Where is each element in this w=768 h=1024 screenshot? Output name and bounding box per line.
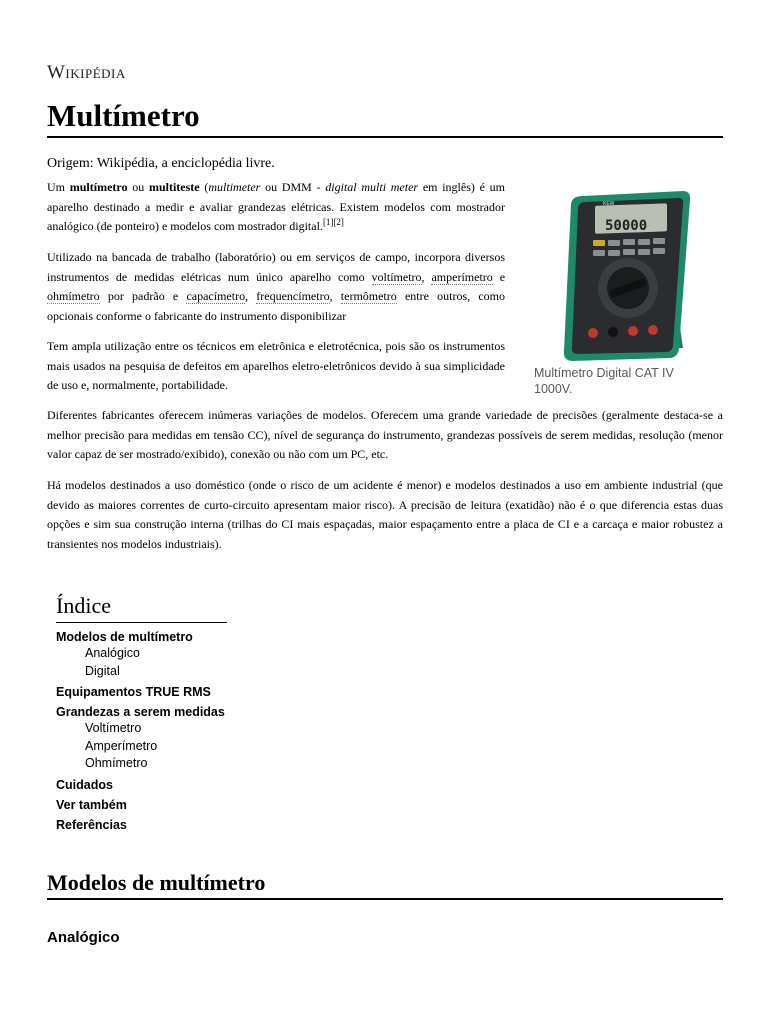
- reference-link-1[interactable]: [1]: [322, 217, 334, 227]
- toc-item[interactable]: Modelos de multímetro: [56, 630, 193, 644]
- wikipedia-wordmark[interactable]: Wikipédia: [47, 62, 126, 83]
- link-ohmimetro[interactable]: ohmímetro: [47, 289, 100, 303]
- text-run: ou: [127, 180, 149, 194]
- toc-subitem[interactable]: Amperímetro: [85, 738, 158, 753]
- toc-item[interactable]: Equipamentos TRUE RMS: [56, 685, 211, 699]
- intro-paragraph-3: Tem ampla utilização entre os técnicos em eletrônica e eletrotécnica, pois são os instrumentos mais usados na pesquisa de defeitos em aparelhos eletro-eletrônicos devido à sua simplicidade de uso e, normalmente, portabilidade.: [47, 339, 505, 392]
- link-frequencimetro[interactable]: frequencímetro: [256, 289, 330, 303]
- text-run: Um: [47, 180, 70, 194]
- text-run: (: [199, 180, 209, 194]
- brand-label: KEW: [603, 201, 615, 207]
- toc-subitem[interactable]: Ohmímetro: [85, 756, 148, 770]
- italic-term: digital multi meter: [325, 180, 419, 194]
- link-capacimetro[interactable]: capacímetro: [186, 289, 246, 303]
- toc-subitem[interactable]: Analógico: [85, 646, 140, 660]
- page-title: Multímetro: [47, 98, 200, 133]
- lcd-reading: 50000: [605, 218, 648, 234]
- text-run: ou DMM -: [260, 180, 326, 194]
- intro-paragraph-2: [47, 248, 505, 326]
- toc-sublist: [56, 720, 296, 773]
- link-termometro[interactable]: termômetro: [340, 289, 397, 303]
- link-voltimetro[interactable]: voltímetro: [371, 269, 422, 284]
- intro-paragraph-1: [47, 178, 505, 237]
- figure-caption: Multímetro Digital CAT IV 1000V.: [534, 366, 674, 396]
- link-amperimetro[interactable]: amperímetro: [431, 269, 493, 284]
- toc-item[interactable]: Cuidados: [56, 777, 113, 792]
- section-heading: Modelos de multímetro: [47, 870, 266, 895]
- toc-item[interactable]: Referências: [56, 817, 127, 832]
- toc-sublist: [56, 645, 296, 680]
- italic-term: multimeter: [208, 180, 261, 194]
- toc-item[interactable]: Ver também: [56, 797, 127, 812]
- text-run: Utilizado na bancada de trabalho (laboratório) ou em serviços de campo, incorpora diversos instrumentos de medidas elétricas num único aparelho como: [47, 250, 505, 284]
- subsection-heading: Analógico: [47, 929, 120, 946]
- origin-line: Origem: Wikipédia, a enciclopédia livre.: [47, 156, 275, 171]
- text-run: e: [492, 269, 506, 284]
- section-divider: [47, 898, 723, 900]
- table-of-contents: [56, 592, 296, 833]
- text-run: ,: [245, 289, 257, 303]
- toc-divider: [56, 622, 227, 623]
- toc-subitem[interactable]: Voltímetro: [85, 721, 142, 735]
- text-run: em inglês) é um aparelho destinado a medir e avaliar grandezas elétricas. Existem modelos com mostrador analógico (de ponteiro) e modelos com mostrador digital.: [47, 180, 506, 233]
- text-run: ,: [329, 289, 341, 303]
- bold-term: multiteste: [148, 180, 200, 194]
- toc-subitem[interactable]: Digital: [85, 663, 120, 678]
- multimeter-illustration: [533, 188, 713, 364]
- title-divider: [47, 136, 723, 138]
- text-run: ,: [421, 269, 432, 284]
- reference-link-2[interactable]: [2]: [333, 217, 344, 227]
- intro-paragraph-4: Diferentes fabricantes oferecem inúmeras variações de modelos. Oferecem uma grande variedade de precisões (geralmente destaca-se a melhor precisão para medidas em tensão CC), nível de segurança do instrumento, grandezas possíveis de serem medidas, resolução (menor valor capaz de ser mostrado/exibido), conexão ou não com um PC, etc.: [47, 408, 723, 461]
- toc-item[interactable]: Grandezas a serem medidas: [56, 705, 225, 719]
- toc-title: Índice: [56, 593, 111, 618]
- toc-list: [56, 630, 296, 833]
- bold-term: multímetro: [69, 180, 128, 194]
- multimeter-image[interactable]: [533, 188, 713, 369]
- text-run: entre outros, como opcionais conforme o fabricante do instrumento disponibilizar: [47, 289, 505, 323]
- intro-paragraph-5: Há modelos destinados a uso doméstico (onde o risco de um acidente é menor) e modelos destinados a uso em ambiente industrial (que devido as maiores correntes de curto-circuito apresentam maior risco). A precisão de leitura (exatidão) não é o que diferencia estas duas opções e sim sua construção interna (trilhas do CI mais espaçadas, maior espaçamento entre a placa de CI e a carcaça e maior robustez a transientes nos modelos industriais).: [47, 478, 723, 551]
- text-run: por padrão e: [99, 289, 187, 303]
